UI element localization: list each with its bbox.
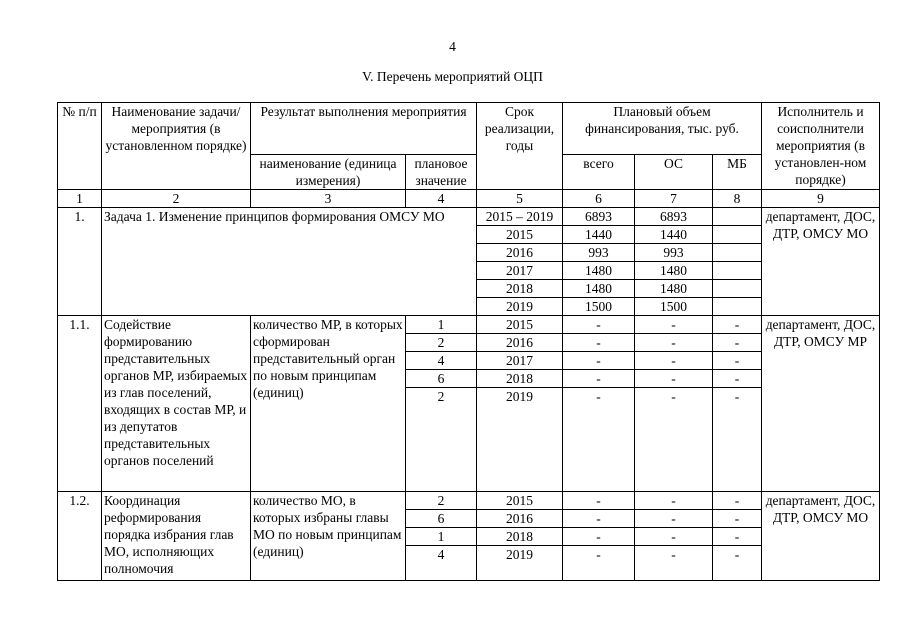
header-num: № п/п bbox=[58, 103, 102, 190]
result-value: 1 bbox=[406, 527, 477, 545]
year: 2016 bbox=[477, 244, 563, 262]
mb: - bbox=[713, 388, 762, 406]
column-numbers-row bbox=[58, 190, 880, 208]
filler-cell bbox=[563, 563, 635, 581]
table-row bbox=[58, 491, 880, 509]
total: - bbox=[563, 334, 635, 352]
total: - bbox=[563, 509, 635, 527]
total: - bbox=[563, 352, 635, 370]
table-row bbox=[58, 208, 880, 226]
header-row-1 bbox=[58, 103, 880, 155]
col-number: 9 bbox=[762, 190, 880, 208]
os: 6893 bbox=[635, 208, 713, 226]
total: - bbox=[563, 491, 635, 509]
os: - bbox=[635, 352, 713, 370]
os: - bbox=[635, 316, 713, 334]
page-number: 4 bbox=[449, 39, 456, 54]
result-value: 2 bbox=[406, 491, 477, 509]
year: 2019 bbox=[477, 388, 563, 406]
filler-cell bbox=[477, 405, 563, 491]
mb: - bbox=[713, 370, 762, 388]
total: - bbox=[563, 316, 635, 334]
executor: департамент, ДОС, ДТР, ОМСУ МО bbox=[762, 491, 880, 581]
measures-table bbox=[57, 102, 880, 581]
col-number: 2 bbox=[102, 190, 251, 208]
year: 2016 bbox=[477, 334, 563, 352]
measure-name: Координация реформирования порядка избрания глав МО, исполняющих полномочия bbox=[102, 491, 251, 581]
year: 2017 bbox=[477, 262, 563, 280]
header-mb: МБ bbox=[713, 155, 762, 190]
row-num: 1. bbox=[58, 208, 102, 316]
mb: - bbox=[713, 334, 762, 352]
header-total: всего bbox=[563, 155, 635, 190]
filler-cell bbox=[406, 405, 477, 491]
table-row bbox=[58, 316, 880, 334]
result-name: количество МР, в которых сформирован представительный орган по новым принципам (единиц) bbox=[251, 316, 406, 492]
filler-cell bbox=[563, 405, 635, 491]
header-result-value: плановое значение bbox=[406, 155, 477, 190]
executor: департамент, ДОС, ДТР, ОМСУ МР bbox=[762, 316, 880, 492]
year: 2019 bbox=[477, 545, 563, 563]
mb bbox=[713, 226, 762, 244]
os: - bbox=[635, 334, 713, 352]
os: - bbox=[635, 388, 713, 406]
total: 1480 bbox=[563, 280, 635, 298]
filler-cell bbox=[406, 563, 477, 581]
result-name: количество МО, в которых избраны главы МО по новым принципам (единиц) bbox=[251, 491, 406, 581]
col-number: 1 bbox=[58, 190, 102, 208]
total: 6893 bbox=[563, 208, 635, 226]
col-number: 8 bbox=[713, 190, 762, 208]
mb bbox=[713, 262, 762, 280]
mb: - bbox=[713, 509, 762, 527]
result-value: 2 bbox=[406, 334, 477, 352]
year: 2015 bbox=[477, 491, 563, 509]
year: 2017 bbox=[477, 352, 563, 370]
filler-cell bbox=[635, 405, 713, 491]
result-value: 4 bbox=[406, 545, 477, 563]
os: 1500 bbox=[635, 298, 713, 316]
year: 2016 bbox=[477, 509, 563, 527]
col-number: 5 bbox=[477, 190, 563, 208]
year: 2018 bbox=[477, 280, 563, 298]
filler-cell bbox=[713, 405, 762, 491]
total: - bbox=[563, 388, 635, 406]
header-result-name: наименование (единица измерения) bbox=[251, 155, 406, 190]
os: 993 bbox=[635, 244, 713, 262]
os: 1480 bbox=[635, 262, 713, 280]
total: - bbox=[563, 527, 635, 545]
year: 2018 bbox=[477, 527, 563, 545]
header-os: ОС bbox=[635, 155, 713, 190]
mb: - bbox=[713, 527, 762, 545]
header-executor: Исполнитель и соисполнители мероприятия (в установлен-ном порядке) bbox=[762, 103, 880, 190]
os: - bbox=[635, 491, 713, 509]
year: 2015 – 2019 bbox=[477, 208, 563, 226]
result-value: 1 bbox=[406, 316, 477, 334]
total: 1440 bbox=[563, 226, 635, 244]
year: 2019 bbox=[477, 298, 563, 316]
mb: - bbox=[713, 316, 762, 334]
row-num: 1.1. bbox=[58, 316, 102, 492]
os: - bbox=[635, 370, 713, 388]
col-number: 4 bbox=[406, 190, 477, 208]
task-name: Задача 1. Изменение принципов формирования ОМСУ МО bbox=[102, 208, 477, 316]
filler-cell bbox=[477, 563, 563, 581]
header-finance: Плановый объем финансирования, тыс. руб. bbox=[563, 103, 762, 155]
result-value: 2 bbox=[406, 388, 477, 406]
os: - bbox=[635, 545, 713, 563]
year: 2015 bbox=[477, 226, 563, 244]
total: - bbox=[563, 545, 635, 563]
os: 1480 bbox=[635, 280, 713, 298]
measure-name: Содействие формированию представительных органов МР, избираемых из глав поселений, входящих в состав МР, и из депутатов представительных органов поселений bbox=[102, 316, 251, 492]
os: - bbox=[635, 527, 713, 545]
filler-cell bbox=[713, 563, 762, 581]
result-value: 4 bbox=[406, 352, 477, 370]
total: 1480 bbox=[563, 262, 635, 280]
total: 1500 bbox=[563, 298, 635, 316]
executor: департамент, ДОС, ДТР, ОМСУ МО bbox=[762, 208, 880, 316]
total: 993 bbox=[563, 244, 635, 262]
col-number: 7 bbox=[635, 190, 713, 208]
header-result: Результат выполнения мероприятия bbox=[251, 103, 477, 155]
header-term: Срок реализации, годы bbox=[477, 103, 563, 190]
os: - bbox=[635, 509, 713, 527]
mb bbox=[713, 208, 762, 226]
year: 2015 bbox=[477, 316, 563, 334]
col-number: 6 bbox=[563, 190, 635, 208]
mb bbox=[713, 280, 762, 298]
mb: - bbox=[713, 545, 762, 563]
mb bbox=[713, 298, 762, 316]
result-value: 6 bbox=[406, 370, 477, 388]
header-name: Наименование задачи/мероприятия (в установленном порядке) bbox=[102, 103, 251, 190]
mb bbox=[713, 244, 762, 262]
row-num: 1.2. bbox=[58, 491, 102, 581]
result-value: 6 bbox=[406, 509, 477, 527]
document-title: V. Перечень мероприятий ОЦП bbox=[362, 69, 543, 84]
year: 2018 bbox=[477, 370, 563, 388]
filler-cell bbox=[635, 563, 713, 581]
mb: - bbox=[713, 491, 762, 509]
total: - bbox=[563, 370, 635, 388]
mb: - bbox=[713, 352, 762, 370]
col-number: 3 bbox=[251, 190, 406, 208]
os: 1440 bbox=[635, 226, 713, 244]
